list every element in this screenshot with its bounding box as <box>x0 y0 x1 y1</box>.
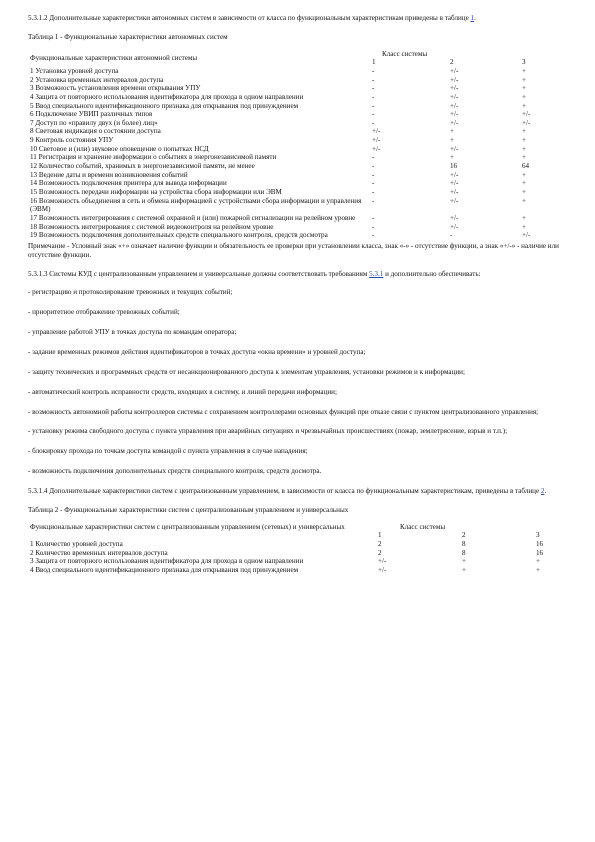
row-value-class-2: +/- <box>450 222 459 231</box>
table2-class-3: 3 <box>536 531 540 540</box>
table1-header-row <box>28 50 568 59</box>
row-value-class-3: 16 <box>536 539 544 548</box>
table-row <box>28 557 568 566</box>
row-label: 3 Защита от повторного использования идентификатора для прохода в одном направлении <box>30 557 304 566</box>
row-value-class-2: 8 <box>462 539 466 548</box>
table2-header-class: Класс системы <box>400 522 446 531</box>
row-label: 4 Защита от повторного использования идентификатора для прохода в одном направлении <box>30 92 304 101</box>
row-value-class-2: + <box>462 565 467 574</box>
list-item: - защиту технических и программных средств от несанкционированного доступа к элементам управления, установки режимов и к информации; <box>28 367 465 376</box>
list-item: - автоматический контроль исправности средств, входящих в систему, и линий передачи информации; <box>28 387 337 396</box>
table-row <box>28 102 568 111</box>
row-label: 6 Подключение УВИП различных типов <box>30 110 153 119</box>
row-value-class-2: 8 <box>462 548 466 557</box>
row-value-class-1: - <box>372 162 375 171</box>
row-label: 9 Контроль состояния УПУ <box>30 136 114 145</box>
row-value-class-3: + <box>522 75 527 84</box>
row-value-class-3: + <box>522 84 527 93</box>
row-value-class-1: - <box>372 75 375 84</box>
row-value-class-3: 16 <box>536 548 544 557</box>
table2-header-left: Функциональные характеристики систем с централизованным управлением (сетевых) и универсальных <box>30 522 345 531</box>
row-value-class-2: + <box>450 136 455 145</box>
table1-class-2: 2 <box>450 58 454 67</box>
row-value-class-3: + <box>522 127 527 136</box>
row-value-class-2: +/- <box>450 92 459 101</box>
row-label: 14 Возможность подключения принтера для вывода информации <box>30 179 227 188</box>
row-value-class-1: - <box>372 153 375 162</box>
table1 <box>28 50 568 240</box>
row-value-class-3: +/- <box>522 118 531 127</box>
row-label: 15 Возможность передачи информации на устройства сбора информации или ЭВМ <box>30 187 282 196</box>
row-value-class-2: 16 <box>450 162 458 171</box>
row-value-class-2: +/- <box>450 196 459 205</box>
table2 <box>28 523 568 575</box>
row-label: 4 Ввод специального идентификационного признака для открывания под принуждением <box>30 565 299 574</box>
list-item: - управление работой УПУ в точках доступа по командам оператора; <box>28 328 237 337</box>
table-row <box>28 171 568 180</box>
row-value-class-1: - <box>372 196 375 205</box>
table-row <box>28 197 568 214</box>
row-label: 8 Световая индикация о состоянии доступа <box>30 127 161 136</box>
row-value-class-1: +/- <box>372 127 381 136</box>
row-label: 16 Возможность объединения в сеть и обмена информацией с устройствами сбора информации и управления (ЭВМ) <box>30 196 362 214</box>
list-item: - возможность подключения дополнительных средств специального контроля, средств досмотра. <box>28 467 322 476</box>
list-item: - установку режима свободного доступа с пункта управления при аварийных ситуациях и чрезвычайных происшествиях (пожар, землетрясение, взрыв и т.п.); <box>28 427 508 436</box>
row-value-class-3: + <box>522 196 527 205</box>
row-value-class-3: 64 <box>522 162 530 171</box>
intro-tail: . <box>474 14 476 22</box>
row-value-class-2: +/- <box>450 179 459 188</box>
table1-class-3: 3 <box>522 58 526 67</box>
row-value-class-1: - <box>372 170 375 179</box>
table-row <box>28 67 568 76</box>
row-value-class-1: - <box>372 222 375 231</box>
table-row <box>28 223 568 232</box>
row-value-class-2: +/- <box>450 187 459 196</box>
row-value-class-1: 2 <box>378 548 382 557</box>
row-label: 1 Количество уровней доступа <box>30 539 123 548</box>
list-item: - приоритетное отображение тревожных событий; <box>28 308 180 317</box>
row-value-class-1: +/- <box>378 557 387 566</box>
requirements-list <box>28 288 568 476</box>
row-value-class-2: + <box>450 127 455 136</box>
list-item: - блокировку прохода по точкам доступа командой с пункта управления в случае нападения; <box>28 447 308 456</box>
row-value-class-3: + <box>522 92 527 101</box>
row-value-class-3: + <box>522 222 527 231</box>
row-value-class-3: + <box>522 153 527 162</box>
intro-text: 5.3.1.2 Дополнительные характеристики автономных систем в зависимости от класса по функциональным характеристикам приведены в таблице <box>28 14 471 22</box>
row-value-class-1: +/- <box>372 136 381 145</box>
row-value-class-1: - <box>372 118 375 127</box>
document-page <box>28 14 568 575</box>
table-row <box>28 540 568 549</box>
row-value-class-1: - <box>372 110 375 119</box>
section-533-paragraph <box>28 270 568 279</box>
table-row <box>28 153 568 162</box>
row-value-class-2: +/- <box>450 118 459 127</box>
row-value-class-3: + <box>522 213 527 222</box>
row-value-class-1: - <box>372 179 375 188</box>
row-value-class-1: - <box>372 213 375 222</box>
row-value-class-3: + <box>522 179 527 188</box>
list-item: - задание временных режимов действия идентификаторов в точках доступа «окна времени» и уровней доступа; <box>28 347 366 356</box>
row-label: 13 Ведение даты и времени возникновения событий <box>30 170 188 179</box>
row-label: 1 Установка уровней доступа <box>30 67 119 75</box>
row-label: 5 Ввод специального идентификационного признака для открывания под принуждением <box>30 101 299 110</box>
section-531-link[interactable]: 5.3.1 <box>369 269 384 278</box>
row-value-class-1: - <box>372 187 375 196</box>
table1-header-class: Класс системы <box>382 49 428 58</box>
row-value-class-2: +/- <box>450 110 459 119</box>
row-value-class-2: +/- <box>450 170 459 179</box>
table-row <box>28 136 568 145</box>
row-value-class-2: +/- <box>450 75 459 84</box>
row-label: 19 Возможность подключения дополнительных средств специального контроля, средств досмотра <box>30 231 328 240</box>
row-value-class-1: - <box>372 84 375 93</box>
table-row <box>28 110 568 119</box>
table1-note: Примечание - Условный знак «+» означает наличие функции и обязательность ее проверки при установлении класса, знак «-» - отсутствие функции, а знак «+/-» - наличие или отсутствие функции. <box>28 241 559 259</box>
row-value-class-1: - <box>372 92 375 101</box>
table2-caption: Таблица 2 - Функциональные характеристики систем с централизованным управлением и универсальных <box>28 505 349 514</box>
row-label: 18 Возможность интегрирования с системой видеоконтроля на релейном уровне <box>30 222 274 231</box>
list-item: - возможность автономной работы контроллеров системы с сохранением контроллерами основных функций при отказе связи с пунктом централизованного управления; <box>28 407 539 416</box>
table2-header-row <box>28 523 568 532</box>
section-533-tail: и дополнительно обеспечивать: <box>383 269 481 278</box>
table1-body <box>28 67 568 240</box>
section-534-tail: . <box>544 486 547 495</box>
row-label: 2 Установка временных интервалов доступа <box>30 75 164 84</box>
table1-link[interactable]: 1 <box>470 14 475 22</box>
row-label: 3 Возможность установления времени открывания УПУ <box>30 84 201 93</box>
table2-link[interactable]: 2 <box>540 486 545 495</box>
table2-class-1: 1 <box>378 531 382 540</box>
table-row <box>28 188 568 197</box>
row-label: 11 Регистрация и хранение информации о событиях в энергонезависимой памяти <box>30 153 277 162</box>
section-533-text: 5.3.1.3 Системы КУД с централизованным управлением и универсальные должны соответствовать требованиям <box>28 269 370 278</box>
row-value-class-3: + <box>522 170 527 179</box>
row-value-class-2: + <box>462 557 467 566</box>
row-value-class-2: +/- <box>450 84 459 93</box>
table-row <box>28 119 568 128</box>
table1-class-1: 1 <box>372 58 376 67</box>
row-value-class-1: +/- <box>378 565 387 574</box>
row-value-class-2: + <box>450 153 455 162</box>
row-value-class-1: +/- <box>372 144 381 153</box>
row-value-class-2: +/- <box>450 67 459 75</box>
table-row <box>28 566 568 575</box>
row-value-class-2: +/- <box>450 213 459 222</box>
table-row <box>28 93 568 102</box>
row-value-class-3: +/- <box>522 110 531 119</box>
table-row <box>28 549 568 558</box>
row-label: 7 Доступ по «правилу двух (и более) лиц» <box>30 118 158 127</box>
row-value-class-3: +/- <box>522 231 531 240</box>
table2-body <box>28 540 568 575</box>
row-value-class-3: + <box>522 144 527 153</box>
table-row <box>28 162 568 171</box>
table-row <box>28 179 568 188</box>
table2-class-2: 2 <box>462 531 466 540</box>
section-534-paragraph <box>28 487 568 496</box>
row-value-class-1: - <box>372 231 375 240</box>
table-row <box>28 145 568 154</box>
row-value-class-3: + <box>536 557 541 566</box>
table-row <box>28 214 568 223</box>
list-item: - регистрацию и протоколирование тревожных и текущих событий; <box>28 288 233 297</box>
row-value-class-3: + <box>522 67 527 75</box>
table-row <box>28 231 568 240</box>
table-row <box>28 76 568 85</box>
row-value-class-2: +/- <box>450 144 459 153</box>
row-value-class-2: +/- <box>450 101 459 110</box>
intro-paragraph <box>28 14 568 23</box>
table-row <box>28 84 568 93</box>
row-value-class-3: + <box>536 565 541 574</box>
table1-header-left: Функциональные характеристики автономной системы <box>30 54 198 63</box>
row-value-class-1: 2 <box>378 539 382 548</box>
row-value-class-1: - <box>372 101 375 110</box>
table-row <box>28 127 568 136</box>
row-value-class-3: + <box>522 101 527 110</box>
row-value-class-3: + <box>522 136 527 145</box>
section-534-text: 5.3.1.4 Дополнительные характеристики систем с централизованным управлением, в зависимости от класса по функциональным характеристикам, приведены в таблице <box>28 486 541 495</box>
row-label: 2 Количество временных интервалов доступа <box>30 548 168 557</box>
row-label: 17 Возможность интегрирования с системой охранной и (или) пожарной сигнализации на релейном уровне <box>30 213 356 222</box>
row-label: 12 Количество событий, хранимых в энергонезависимой памяти, не менее <box>30 162 255 171</box>
table1-caption: Таблица 1 - Функциональные характеристики автономных систем <box>28 32 228 41</box>
row-label: 10 Световое и (или) звуковое оповещение о попытках НСД <box>30 144 209 153</box>
row-value-class-2: - <box>450 231 453 240</box>
row-value-class-3: + <box>522 187 527 196</box>
row-value-class-1: - <box>372 67 375 75</box>
